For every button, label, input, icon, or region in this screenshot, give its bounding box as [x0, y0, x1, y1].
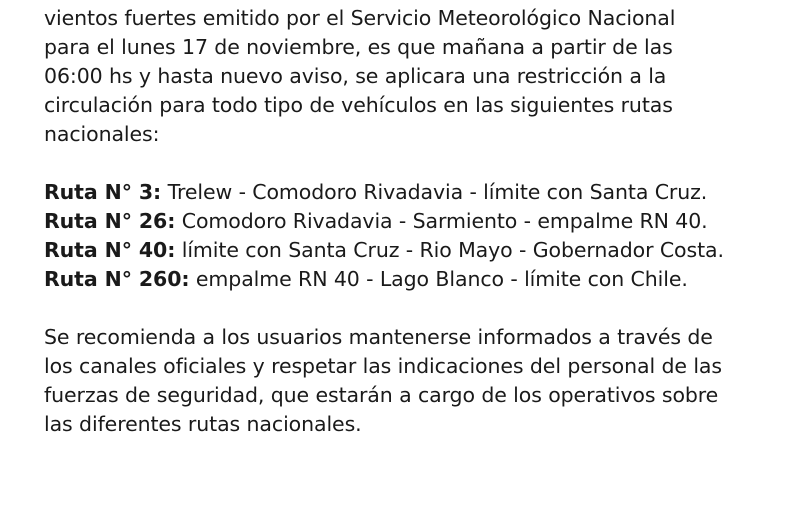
- route-description: límite con Santa Cruz - Rio Mayo - Gobernador Costa.: [175, 238, 724, 262]
- text-line: las diferentes rutas nacionales.: [44, 412, 362, 436]
- text-line: 06:00 hs y hasta nuevo aviso, se aplicara una restricción a la: [44, 64, 667, 88]
- route-label: Ruta N° 260:: [44, 267, 190, 291]
- paragraph-gap: [44, 294, 784, 323]
- route-item: [44, 207, 784, 236]
- paragraph-gap: [44, 149, 784, 178]
- closing-paragraph: [44, 323, 784, 439]
- route-label: Ruta N° 40:: [44, 238, 176, 262]
- text-line: los canales oficiales y respetar las indicaciones del personal de las: [44, 354, 722, 378]
- route-label: Ruta N° 3:: [44, 180, 162, 204]
- route-description: empalme RN 40 - Lago Blanco - límite con Chile.: [189, 267, 688, 291]
- route-description: Trelew - Comodoro Rivadavia - límite con Santa Cruz.: [161, 180, 708, 204]
- route-item: [44, 178, 784, 207]
- route-item: [44, 236, 784, 265]
- intro-paragraph: [44, 4, 784, 149]
- text-line: vientos fuertes emitido por el Servicio Meteorológico Nacional: [44, 6, 676, 30]
- route-list: [44, 178, 784, 294]
- text-line: para el lunes 17 de noviembre, es que mañana a partir de las: [44, 35, 673, 59]
- text-line: Se recomienda a los usuarios mantenerse informados a través de: [44, 325, 713, 349]
- text-line: circulación para todo tipo de vehículos en las siguientes rutas: [44, 93, 673, 117]
- text-line: fuerzas de seguridad, que estarán a cargo de los operativos sobre: [44, 383, 719, 407]
- document-body: [44, 4, 784, 439]
- route-item: [44, 265, 784, 294]
- route-description: Comodoro Rivadavia - Sarmiento - empalme RN 40.: [175, 209, 708, 233]
- text-line: nacionales:: [44, 122, 160, 146]
- route-label: Ruta N° 26:: [44, 209, 176, 233]
